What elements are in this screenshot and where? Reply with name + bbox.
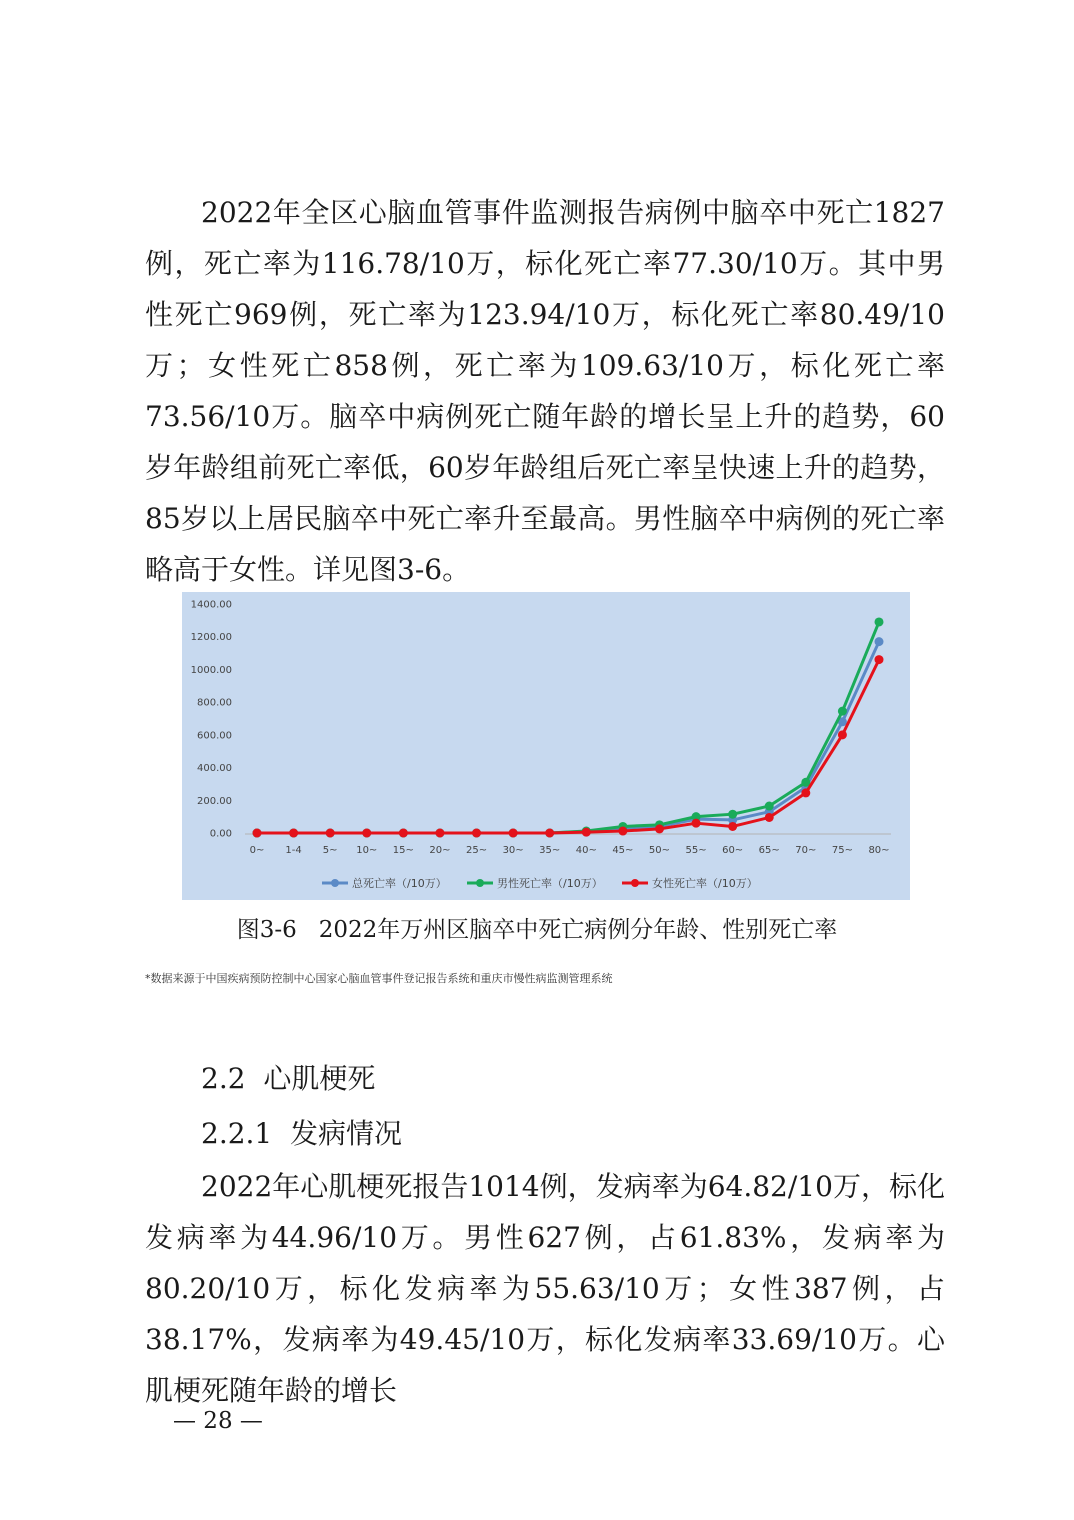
data-point-series-2 <box>509 829 518 838</box>
x-tick-label: 25~ <box>465 845 488 856</box>
legend-label-0: 总死亡率（/10万） <box>352 877 447 890</box>
data-point-series-2 <box>655 824 664 833</box>
y-tick-label: 400.00 <box>197 763 232 775</box>
figure-caption: 图3-6 2022年万州区脑卒中死亡病例分年龄、性别死亡率 <box>236 917 838 943</box>
y-tick-label: 1200.00 <box>190 632 232 644</box>
data-point-series-1 <box>765 802 774 811</box>
x-tick-label: 0~ <box>249 845 265 856</box>
x-tick-label: 20~ <box>429 845 451 856</box>
paragraph-stroke-mortality: 2022年全区心脑血管事件监测报告病例中脑卒中死亡1827例，死亡率为116.78/10万，标化死亡率77.30/10万。其中男性死亡969例，死亡率为123.94/10万，标化死亡率80.49/10万；女性死亡858例，死亡率为109.63/10万，标化死亡率73.56/10万。脑卒中病例死亡随年龄的增长呈上升的趋势，60岁年龄组前死亡率低，60岁年龄组后死亡率呈快速上升的趋势，85岁以上居民脑卒中死亡率升至最高。男性脑卒中病例的死亡率略高于女性。详见图3-6。 <box>145 196 945 586</box>
x-tick-label: 10~ <box>356 845 378 856</box>
data-point-series-1 <box>875 617 884 626</box>
x-tick-label: 35~ <box>539 845 561 856</box>
x-tick-label: 45~ <box>612 845 634 856</box>
data-point-series-2 <box>692 819 701 828</box>
x-tick-label: 30~ <box>502 845 524 856</box>
section-heading-2-2-1: 2.2.1 发病情况 <box>201 1117 403 1150</box>
data-point-series-2 <box>362 829 371 838</box>
y-tick-label: 200.00 <box>197 795 232 807</box>
legend-label-2: 女性死亡率（/10万） <box>652 877 758 890</box>
paragraph-mi-incidence: 2022年心肌梗死报告1014例，发病率为64.82/10万，标化发病率为44.96/10万。男性627例，占61.83%，发病率为80.20/10万，标化发病率为55.63/10万；女性387例，占38.17%，发病率为49.45/10万，标化发病率33.69/10万。心肌梗死随年龄的增长 <box>145 1170 945 1407</box>
x-tick-label: 5~ <box>322 845 338 856</box>
legend-marker-1 <box>476 879 484 887</box>
legend-marker-2 <box>631 879 639 887</box>
x-tick-label: 65~ <box>758 845 780 856</box>
data-point-series-2 <box>435 829 444 838</box>
data-point-series-2 <box>545 829 554 838</box>
data-point-series-2 <box>289 829 298 838</box>
y-tick-label: 0.00 <box>209 828 232 840</box>
x-tick-label: 55~ <box>685 845 707 856</box>
y-tick-label: 600.00 <box>197 730 232 742</box>
data-point-series-2 <box>472 829 481 838</box>
x-tick-label: 40~ <box>575 845 597 856</box>
legend-marker-0 <box>331 879 339 887</box>
data-point-series-2 <box>801 788 810 797</box>
chart-svg <box>182 592 910 900</box>
x-tick-label: 80~ <box>868 845 890 856</box>
data-point-series-2 <box>728 822 737 831</box>
data-source-note: *数据来源于中国疾病预防控制中心国家心脑血管事件登记报告系统和重庆市慢性病监测管理系统 <box>145 972 613 985</box>
data-point-series-2 <box>399 829 408 838</box>
data-point-series-0 <box>875 637 884 646</box>
data-point-series-2 <box>253 829 262 838</box>
x-tick-label: 60~ <box>722 845 744 856</box>
data-point-series-2 <box>838 730 847 739</box>
section-heading-2-2: 2.2 心肌梗死 <box>201 1062 376 1095</box>
data-point-series-1 <box>838 707 847 716</box>
y-tick-label: 1400.00 <box>190 599 232 611</box>
data-point-series-2 <box>618 827 627 836</box>
data-point-series-2 <box>875 655 884 664</box>
data-point-series-1 <box>728 810 737 819</box>
y-tick-label: 800.00 <box>197 697 232 709</box>
x-tick-label: 75~ <box>831 845 853 856</box>
x-tick-label: 70~ <box>795 845 817 856</box>
x-tick-label: 50~ <box>648 845 671 856</box>
data-point-series-2 <box>326 829 335 838</box>
x-tick-label: 15~ <box>392 845 414 856</box>
data-point-series-2 <box>765 813 774 822</box>
x-tick-label: 1-4 <box>285 845 302 856</box>
page-number: — 28 — <box>173 1408 263 1434</box>
y-tick-label: 1000.00 <box>190 664 232 676</box>
chart-stroke-mortality-by-age <box>182 592 910 900</box>
data-point-series-2 <box>582 828 591 837</box>
legend-label-1: 男性死亡率（/10万） <box>497 877 603 890</box>
